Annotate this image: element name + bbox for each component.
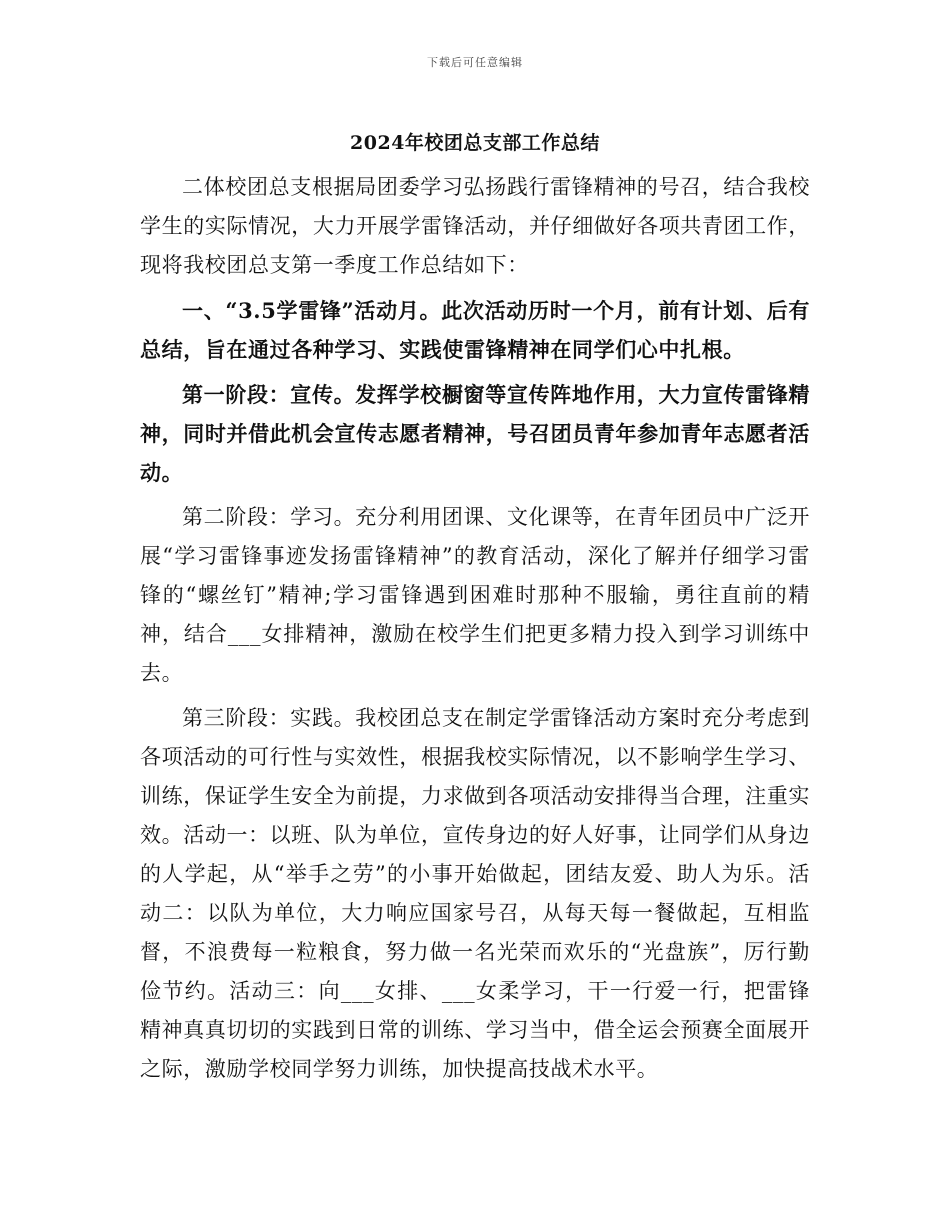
paragraph-intro: 二体校团总支根据局团委学习弘扬践行雷锋精神的号召，结合我校学生的实际情况，大力开展学雷锋活动，并仔细做好各项共青团工作，现将我校团总支第一季度工作总结如下： [140,175,810,277]
paragraph-stage-two: 第二阶段：学习。充分利用团课、文化课等，在青年团员中广泛开展“学习雷锋事迹发扬雷锋精神”的教育活动，深化了解并仔细学习雷锋的“螺丝钉”精神;学习雷锋遇到困难时那种不服输，勇往直前的精神，结合___女排精神，激励在校学生们把更多精力投入到学习训练中去。 [140,505,810,685]
document-title: 2024年校团总支部工作总结 [350,132,600,154]
page-header-note: 下载后可任意编辑 [427,56,523,69]
paragraph-section-one: 一、“3.5学雷锋”活动月。此次活动历时一个月，前有计划、后有总结，旨在通过各种学习、实践使雷锋精神在同学们心中扎根。 [140,298,810,362]
document-body [140,168,810,1089]
paragraph-stage-three: 第三阶段：实践。我校团总支在制定学雷锋活动方案时充分考虑到各项活动的可行性与实效性，根据我校实际情况，以不影响学生学习、训练，保证学生安全为前提，力求做到各项活动安排得当合理，注重实效。活动一：以班、队为单位，宣传身边的好人好事，让同学们从身边的人学起，从“举手之劳”的小事开始做起，团结友爱、助人为乐。活动二：以队为单位，大力响应国家号召，从每天每一餐做起，互相监督，不浪费每一粒粮食，努力做一名光荣而欢乐的“光盘族”，厉行勤俭节约。活动三：向___女排、___女柔学习，干一行爱一行，把雷锋精神真真切切的实践到日常的训练、学习当中，借全运会预赛全面展开之际，激励学校同学努力训练，加快提高技战术水平。 [140,706,810,1081]
paragraph-stage-one: 第一阶段：宣传。发挥学校橱窗等宣传阵地作用，大力宣传雷锋精神，同时并借此机会宣传志愿者精神，号召团员青年参加青年志愿者活动。 [140,382,810,485]
